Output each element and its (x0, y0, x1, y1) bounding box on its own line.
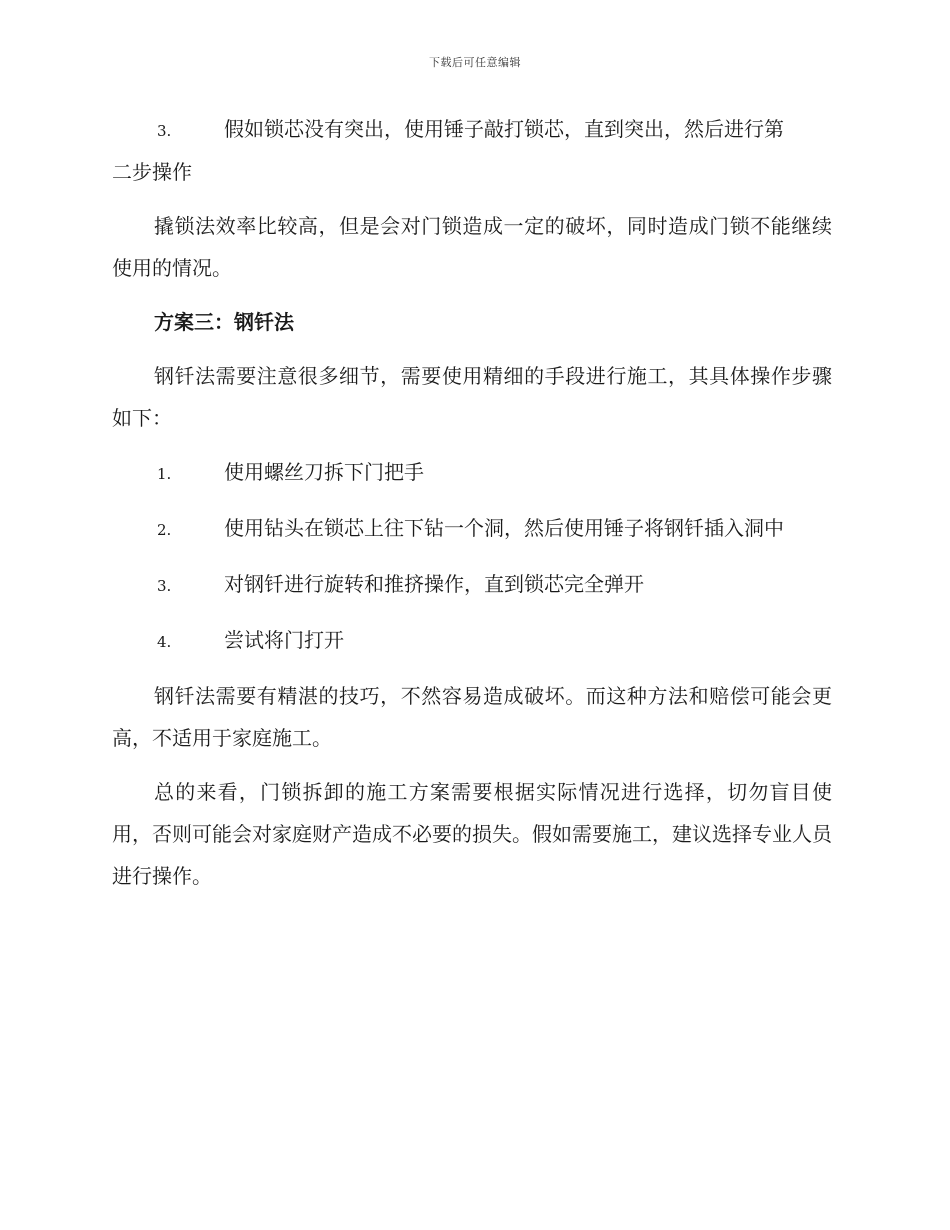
section-heading: 方案三：钢钎法 (154, 310, 294, 334)
list-number: 1. (157, 465, 172, 483)
list-number: 2. (157, 521, 172, 539)
list-item (112, 619, 832, 663)
steps-list (112, 451, 832, 663)
list-number: 3. (157, 122, 172, 140)
list-item (112, 451, 832, 495)
list-text: 假如锁芯没有突出，使用锤子敲打锁芯，直到突出，然后进行第 (224, 117, 784, 141)
page-header: 下载后可任意编辑 (429, 56, 521, 69)
list-number: 3. (157, 577, 172, 595)
paragraph: 钢钎法需要有精湛的技巧，不然容易造成破坏。而这种方法和赔偿可能会更高，不适用于家庭施工。 (112, 684, 832, 750)
list-item (112, 507, 832, 551)
list-text-continuation: 二步操作 (112, 160, 192, 184)
list-text: 使用钻头在锁芯上往下钻一个洞，然后使用锤子将钢钎插入洞中 (224, 516, 784, 540)
paragraph: 钢钎法需要注意很多细节，需要使用精细的手段进行施工，其具体操作步骤如下： (112, 364, 832, 430)
list-item (112, 108, 832, 151)
document-body (112, 108, 832, 897)
paragraph: 总的来看，门锁拆卸的施工方案需要根据实际情况进行选择，切勿盲目使用，否则可能会对家庭财产造成不必要的损失。假如需要施工，建议选择专业人员进行操作。 (112, 780, 832, 888)
list-text: 尝试将门打开 (224, 628, 344, 652)
list-item (112, 563, 832, 607)
list-number: 4. (157, 633, 172, 651)
list-text: 使用螺丝刀拆下门把手 (224, 460, 424, 484)
list-text: 对钢钎进行旋转和推挤操作，直到锁芯完全弹开 (224, 572, 644, 596)
paragraph: 撬锁法效率比较高，但是会对门锁造成一定的破坏，同时造成门锁不能继续使用的情况。 (112, 214, 832, 280)
